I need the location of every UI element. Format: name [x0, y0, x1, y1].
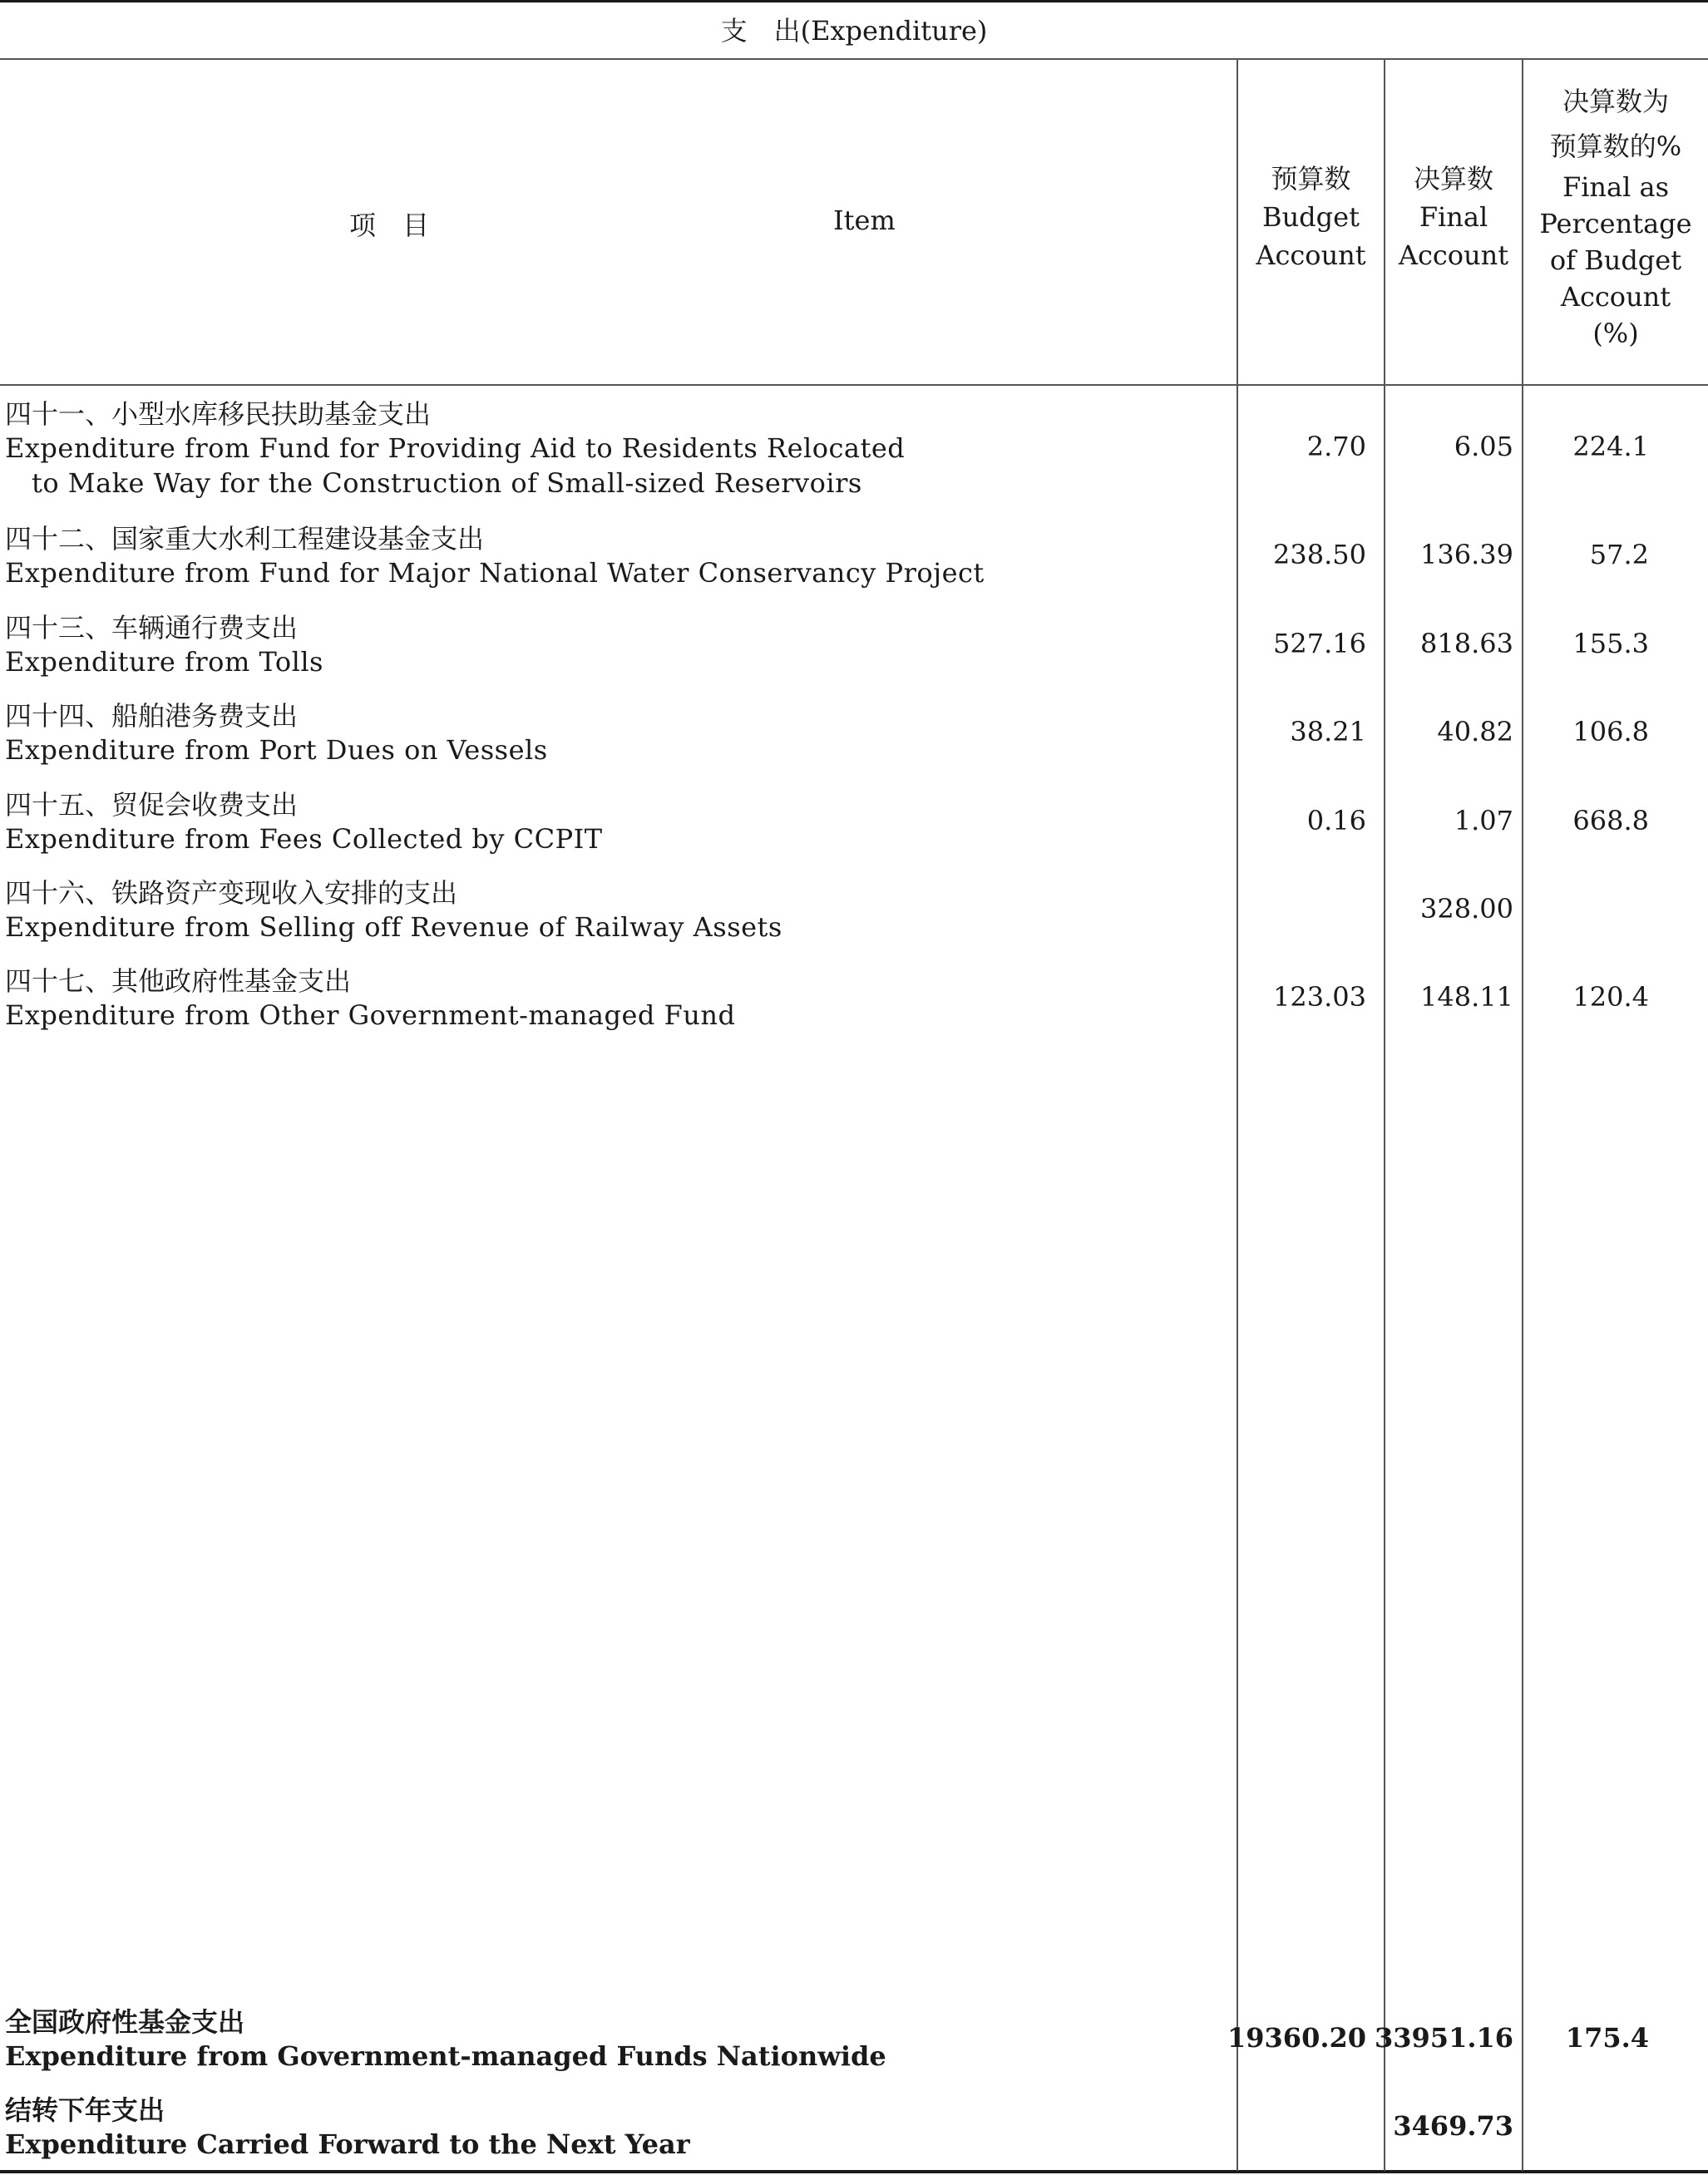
row-final-value: 328.00	[1420, 893, 1513, 925]
header-pct	[1523, 79, 1708, 352]
header-pct-en-1: Final as	[1562, 171, 1670, 203]
row-pct-value: 57.2	[1589, 539, 1649, 570]
header-pct-zh-2: 预算数的%	[1549, 131, 1682, 162]
total-item-zh: 全国政府性基金支出	[5, 2006, 245, 2038]
row-final-value: 136.39	[1420, 539, 1513, 570]
header-budget	[1238, 160, 1384, 274]
total-final-value: 33951.16	[1375, 2022, 1513, 2054]
row-item-zh: 四十六、铁路资产变现收入安排的支出	[5, 877, 458, 909]
row-final-value: 148.11	[1420, 981, 1513, 1013]
row-item-en: Expenditure from Other Government-managed Fund	[5, 999, 736, 1031]
header-final-en-2: Account	[1398, 239, 1509, 271]
header-final-zh: 决算数	[1413, 163, 1493, 195]
header-final	[1385, 160, 1522, 274]
row-item-en: Expenditure from Tolls	[5, 646, 323, 678]
table-caption: 支 出(Expenditure)	[720, 15, 988, 47]
caption-divider	[0, 58, 1708, 60]
header-pct-en-4: Account	[1560, 281, 1671, 313]
row-item-zh: 四十四、船舶港务费支出	[5, 700, 299, 732]
row-pct-value: 155.3	[1572, 628, 1649, 659]
total-item-zh: 结转下年支出	[5, 2094, 165, 2126]
header-budget-en-2: Account	[1256, 239, 1366, 271]
total-item-en: Expenditure Carried Forward to the Next Year	[5, 2128, 690, 2160]
row-budget-value: 527.16	[1273, 628, 1366, 659]
row-pct-value: 224.1	[1572, 431, 1649, 462]
row-budget-value: 238.50	[1273, 539, 1366, 570]
header-item-zh: 项 目	[349, 210, 430, 241]
row-budget-value: 38.21	[1290, 716, 1366, 747]
row-budget-value: 0.16	[1306, 805, 1366, 836]
row-final-value: 40.82	[1437, 716, 1513, 747]
row-item-en: Expenditure from Fund for Providing Aid to Residents Relocated	[5, 432, 906, 464]
header-pct-en-5: (%)	[1592, 318, 1639, 349]
row-item-zh: 四十一、小型水库移民扶助基金支出	[5, 398, 432, 430]
total-item-en: Expenditure from Government-managed Funds Nationwide	[5, 2040, 886, 2072]
total-final-value: 3469.73	[1393, 2110, 1513, 2142]
row-budget-value: 2.70	[1306, 431, 1366, 462]
header-budget-zh: 预算数	[1271, 163, 1351, 195]
header-item-en: Item	[833, 205, 896, 236]
row-item-zh: 四十五、贸促会收费支出	[5, 789, 299, 821]
row-pct-value: 106.8	[1572, 716, 1649, 747]
row-final-value: 818.63	[1420, 628, 1513, 659]
row-item-en: Expenditure from Fund for Major National Water Conservancy Project	[5, 557, 985, 589]
header-pct-en-2: Percentage	[1539, 208, 1692, 239]
row-item-en: Expenditure from Selling off Revenue of Railway Assets	[5, 911, 782, 943]
column-divider-final	[1384, 59, 1385, 2171]
row-item-en: Expenditure from Port Dues on Vessels	[5, 734, 548, 766]
row-final-value: 1.07	[1454, 805, 1513, 836]
row-item-zh: 四十三、车辆通行费支出	[5, 612, 299, 644]
total-budget-value: 19360.20	[1227, 2022, 1366, 2054]
row-final-value: 6.05	[1454, 431, 1513, 462]
header-pct-zh-1: 决算数为	[1562, 86, 1669, 117]
row-budget-value: 123.03	[1273, 981, 1366, 1013]
row-item-en: Expenditure from Fees Collected by CCPIT	[5, 823, 603, 855]
top-border	[0, 0, 1708, 2]
row-item-zh: 四十二、国家重大水利工程建设基金支出	[5, 523, 485, 555]
bottom-border	[0, 2170, 1708, 2173]
header-budget-en-1: Budget	[1262, 201, 1360, 233]
total-pct-value: 175.4	[1565, 2022, 1649, 2054]
column-divider-pct	[1522, 59, 1523, 2171]
header-pct-en-3: of Budget	[1549, 244, 1682, 276]
row-pct-value: 120.4	[1572, 981, 1649, 1013]
header-divider	[0, 384, 1708, 386]
header-final-en-1: Final	[1419, 201, 1488, 233]
column-divider-budget	[1237, 59, 1238, 2171]
row-pct-value: 668.8	[1572, 805, 1649, 836]
row-item-zh: 四十七、其他政府性基金支出	[5, 965, 352, 997]
row-item-en-continued: to Make Way for the Construction of Small-sized Reservoirs	[32, 467, 862, 499]
